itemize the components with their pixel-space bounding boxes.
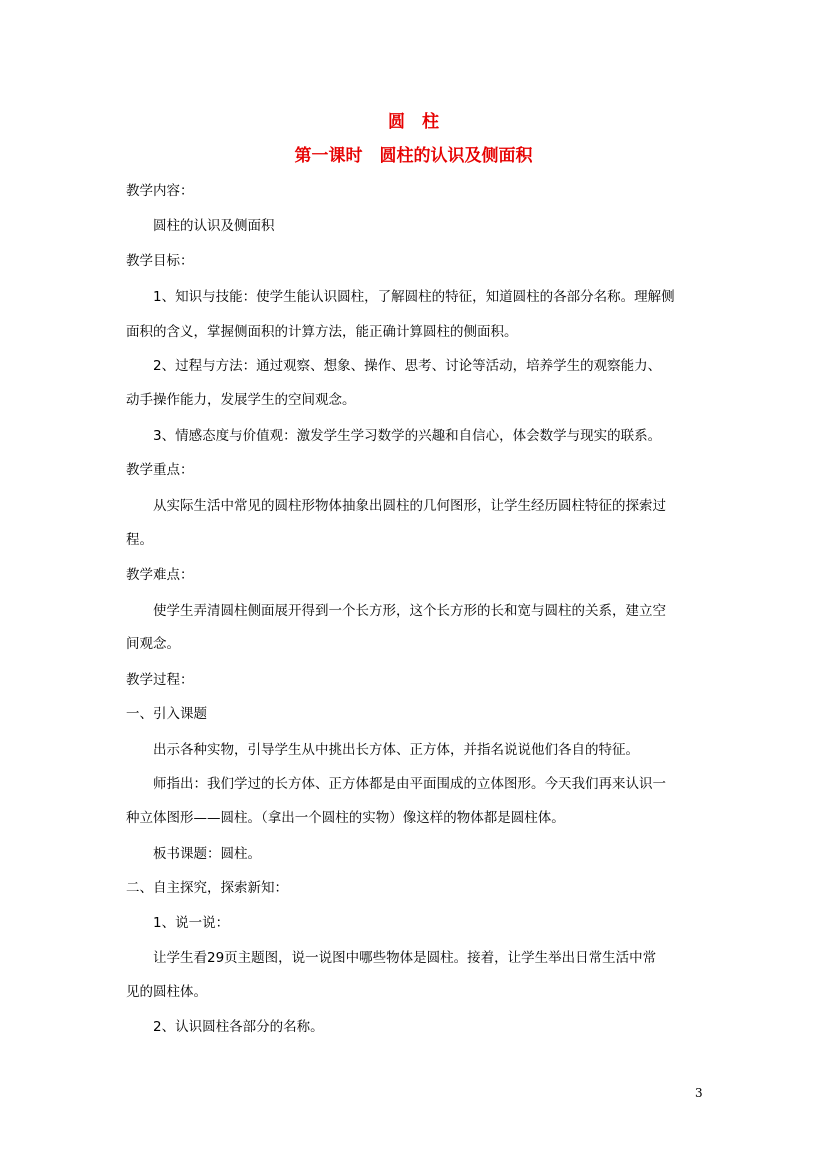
- section-heading-objectives: 教学目标：: [126, 253, 194, 269]
- page-number: 3: [695, 1086, 703, 1100]
- document-title: 圆 柱: [388, 112, 439, 132]
- section-heading-process: 教学过程：: [126, 672, 194, 688]
- paragraph-line: 1、知识与技能：使学生能认识圆柱，了解圆柱的特征，知道圆柱的各部分名称。理解侧: [153, 289, 675, 305]
- paragraph-line: 出示各种实物，引导学生从中挑出长方体、正方体，并指名说说他们各自的特征。: [153, 742, 639, 758]
- paragraph-line: 使学生弄清圆柱侧面展开得到一个长方形，这个长方形的长和宽与圆柱的关系，建立空: [153, 603, 666, 619]
- document-subtitle: 第一课时 圆柱的认识及侧面积: [294, 146, 533, 166]
- section-heading-difficulties: 教学难点：: [126, 567, 194, 583]
- paragraph-line: 圆柱的认识及侧面积: [153, 218, 275, 234]
- section-heading-explore: 二、自主探究，探索新知：: [126, 880, 288, 896]
- paragraph-line: 程。: [126, 532, 153, 548]
- paragraph-line: 2、认识圆柱各部分的名称。: [153, 1019, 324, 1035]
- paragraph-line: 面积的含义，掌握侧面积的计算方法，能正确计算圆柱的侧面积。: [126, 324, 518, 340]
- section-heading-content: 教学内容：: [126, 183, 194, 199]
- paragraph-line: 见的圆柱体。: [126, 984, 207, 1000]
- paragraph-line: 1、说一说：: [153, 915, 230, 931]
- section-heading-key-points: 教学重点：: [126, 462, 194, 478]
- paragraph-line: 动手操作能力，发展学生的空间观念。: [126, 392, 356, 408]
- paragraph-line: 间观念。: [126, 636, 180, 652]
- paragraph-line: 师指出：我们学过的长方体、正方体都是由平面围成的立体图形。今天我们再来认识一: [153, 776, 666, 792]
- paragraph-line: 3、情感态度与价值观：激发学生学习数学的兴趣和自信心，体会数学与现实的联系。: [153, 428, 662, 444]
- paragraph-line: 2、过程与方法：通过观察、想象、操作、思考、讨论等活动，培养学生的观察能力、: [153, 358, 662, 374]
- paragraph-line: 种立体图形——圆柱。（拿出一个圆柱的实物）像这样的物体都是圆柱体。: [126, 810, 565, 826]
- paragraph-line: 从实际生活中常见的圆柱形物体抽象出圆柱的几何图形，让学生经历圆柱特征的探索过: [153, 498, 666, 514]
- section-heading-intro: 一、引入课题: [126, 706, 207, 722]
- paragraph-line: 板书课题：圆柱。: [153, 846, 261, 862]
- paragraph-line: 让学生看29页主题图，说一说图中哪些物体是圆柱。接着，让学生举出日常生活中常: [153, 950, 657, 966]
